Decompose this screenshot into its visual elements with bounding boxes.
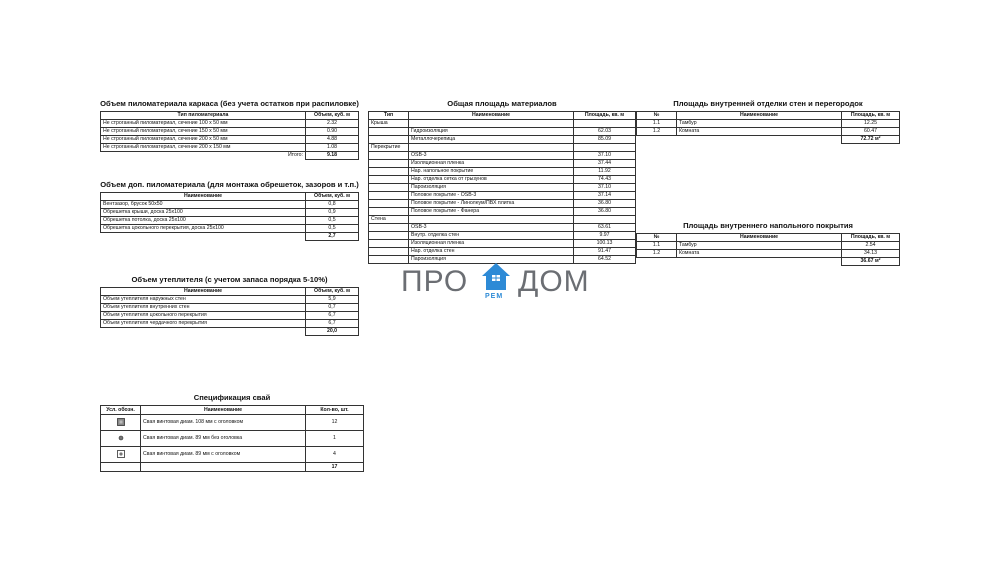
empty-cell bbox=[369, 176, 409, 184]
cell-name: Гидроизоляция bbox=[409, 128, 574, 136]
total-value: 2,7 bbox=[306, 233, 359, 241]
col-header: Кол-во, шт. bbox=[306, 406, 364, 415]
cell-name: Внутр. отделка стен bbox=[409, 232, 574, 240]
table-row bbox=[369, 192, 636, 200]
cell-qty: 4 bbox=[306, 447, 364, 463]
material-area-body bbox=[369, 120, 636, 264]
lumber-frame-volume-block bbox=[100, 99, 359, 160]
col-header: Наименование bbox=[101, 288, 306, 296]
table-row bbox=[101, 225, 359, 233]
col-header: Тип пиломатериала bbox=[101, 112, 306, 120]
empty-cell bbox=[409, 120, 574, 128]
insulation-volume-table bbox=[100, 287, 359, 336]
table-row bbox=[637, 250, 900, 258]
cell-name: Нар. отделка стен bbox=[409, 248, 574, 256]
cell-value: 0.90 bbox=[306, 128, 359, 136]
cell-name: Свая винтовая диам. 108 мм с оголовком bbox=[141, 415, 306, 431]
cell-value: 37.10 bbox=[574, 184, 636, 192]
logo-left-text: ПРО bbox=[401, 265, 469, 298]
total-row bbox=[637, 136, 900, 144]
cell-value: 0,9 bbox=[306, 209, 359, 217]
cell-value: 100.13 bbox=[574, 240, 636, 248]
empty-cell bbox=[101, 463, 141, 472]
material-area-table bbox=[368, 111, 636, 264]
col-header: Объем, куб. м bbox=[306, 112, 359, 120]
table-row bbox=[101, 304, 359, 312]
cell-name: OSB-3 bbox=[409, 152, 574, 160]
cell-value: 0,5 bbox=[306, 217, 359, 225]
empty-cell bbox=[409, 216, 574, 224]
cell-name: Обрешетка крыши, доска 25х100 bbox=[101, 209, 306, 217]
cell-value: 62.03 bbox=[574, 128, 636, 136]
empty-cell bbox=[369, 168, 409, 176]
material-area-title: Общая площадь материалов bbox=[447, 99, 557, 108]
cell-value: 5,9 bbox=[306, 296, 359, 304]
col-header: Площадь, кв. м bbox=[842, 112, 900, 120]
table-row bbox=[369, 200, 636, 208]
group-row bbox=[369, 144, 636, 152]
col-header: Тип bbox=[369, 112, 409, 120]
empty-cell bbox=[369, 152, 409, 160]
dot-pile-symbol-icon bbox=[117, 434, 125, 442]
cell-value: 85.09 bbox=[574, 136, 636, 144]
cell-value: 37.14 bbox=[574, 192, 636, 200]
lumber-frame-volume-table bbox=[100, 111, 359, 160]
cell-qty: 1 bbox=[306, 431, 364, 447]
cell-name: Комната bbox=[677, 128, 842, 136]
empty-cell bbox=[369, 232, 409, 240]
cell-name: Обрешетка потолка, доска 25х100 bbox=[101, 217, 306, 225]
floor-cover-area-title: Площадь внутреннего напольного покрытия bbox=[683, 221, 853, 230]
table-row bbox=[101, 201, 359, 209]
cell-name: Половое покрытие - Фанера bbox=[409, 208, 574, 216]
empty-cell bbox=[677, 136, 842, 144]
col-header: Усл. обозн. bbox=[101, 406, 141, 415]
cell-value: 37.10 bbox=[574, 152, 636, 160]
empty-cell bbox=[637, 136, 677, 144]
total-label: Итого: bbox=[287, 152, 303, 159]
empty-cell bbox=[369, 192, 409, 200]
cell-value: 6,7 bbox=[306, 320, 359, 328]
total-value: 72.72 м² bbox=[842, 136, 900, 144]
cell-value: 0,7 bbox=[306, 304, 359, 312]
total-row bbox=[101, 328, 359, 336]
cell-num: 1.2 bbox=[637, 128, 677, 136]
table-row bbox=[637, 128, 900, 136]
cell-name: Свая винтовая диам. 89 мм без оголовка bbox=[141, 431, 306, 447]
empty-cell bbox=[369, 240, 409, 248]
col-header: Площадь, кв. м bbox=[574, 112, 636, 120]
col-header: № bbox=[637, 234, 677, 242]
cell-name: Пароизоляция bbox=[409, 256, 574, 264]
pile-symbol-cell bbox=[101, 415, 141, 431]
total-value: 17 bbox=[306, 463, 364, 472]
cell-value: 60.47 bbox=[842, 128, 900, 136]
col-header: Площадь, кв. м bbox=[842, 234, 900, 242]
cell-name: Объем утеплителя наружных стен bbox=[101, 296, 306, 304]
cell-value: 36.80 bbox=[574, 200, 636, 208]
col-header: Наименование bbox=[101, 193, 306, 201]
total-row bbox=[101, 152, 359, 160]
cell-name: Тамбур bbox=[677, 242, 842, 250]
cell-name: Не строганный пиломатериал, сечение 200 x 50 мм bbox=[101, 136, 306, 144]
group-type: Перекрытие bbox=[369, 144, 409, 152]
cell-value: 0,8 bbox=[306, 201, 359, 209]
table-row bbox=[101, 209, 359, 217]
cell-value: 12.25 bbox=[842, 120, 900, 128]
cell-name: Не строганный пиломатериал, сечение 150 x 50 мм bbox=[101, 128, 306, 136]
table-row bbox=[101, 120, 359, 128]
table-row bbox=[101, 415, 364, 431]
floor-cover-area-table bbox=[636, 233, 900, 266]
material-area-block bbox=[368, 99, 636, 264]
empty-cell bbox=[637, 258, 677, 266]
empty-cell bbox=[369, 160, 409, 168]
cell-name: Половое покрытие - OSB-3 bbox=[409, 192, 574, 200]
cell-value: 1.08 bbox=[306, 144, 359, 152]
cell-num: 1.1 bbox=[637, 242, 677, 250]
cell-name: Комната bbox=[677, 250, 842, 258]
col-header: Наименование bbox=[677, 112, 842, 120]
empty-cell bbox=[677, 258, 842, 266]
table-row bbox=[369, 160, 636, 168]
floor-cover-area-block bbox=[636, 221, 900, 266]
cell-name: Объем утеплителя внутренних стен bbox=[101, 304, 306, 312]
pro-dom-logo bbox=[401, 265, 601, 305]
empty-cell bbox=[369, 128, 409, 136]
pile-spec-title: Спецификация свай bbox=[193, 393, 271, 402]
table-row bbox=[101, 312, 359, 320]
table-row bbox=[101, 320, 359, 328]
total-value: 36.67 м² bbox=[842, 258, 900, 266]
col-header: Наименование bbox=[677, 234, 842, 242]
group-row bbox=[369, 120, 636, 128]
logo-badge-text: РЕМ bbox=[485, 293, 504, 300]
cell-name: Объем утеплителя цокольного перекрытия bbox=[101, 312, 306, 320]
cell-value: 2.32 bbox=[306, 120, 359, 128]
table-row bbox=[101, 128, 359, 136]
col-header: Наименование bbox=[141, 406, 306, 415]
table-row bbox=[101, 447, 364, 463]
cell-num: 1.2 bbox=[637, 250, 677, 258]
pile-spec-block bbox=[100, 393, 364, 472]
cell-name: Обрешетка цокольного перекрытия, доска 25х100 bbox=[101, 225, 306, 233]
empty-cell bbox=[369, 136, 409, 144]
total-row bbox=[637, 258, 900, 266]
extra-lumber-volume-title: Объем доп. пиломатериала (для монтажа обрешеток, зазоров и т.п.) bbox=[100, 180, 359, 189]
cell-value: 74.43 bbox=[574, 176, 636, 184]
cell-value: 37.44 bbox=[574, 160, 636, 168]
pile-spec-table bbox=[100, 405, 364, 472]
empty-cell bbox=[574, 144, 636, 152]
table-row bbox=[101, 136, 359, 144]
cell-value: 4.88 bbox=[306, 136, 359, 144]
square-pile-symbol-icon bbox=[117, 418, 125, 426]
cell-num: 1.1 bbox=[637, 120, 677, 128]
table-row bbox=[369, 128, 636, 136]
table-row bbox=[369, 240, 636, 248]
table-row bbox=[101, 296, 359, 304]
cell-value: 0,5 bbox=[306, 225, 359, 233]
insulation-volume-title: Объем утеплителя (с учетом запаса порядка 5-10%) bbox=[131, 275, 328, 284]
cell-value: 64.52 bbox=[574, 256, 636, 264]
cell-name: Металлочерепица bbox=[409, 136, 574, 144]
logo-right-text: ДОМ bbox=[518, 265, 590, 298]
cell-name: Вентзазор, брусок 50х50 bbox=[101, 201, 306, 209]
cell-name: Не строганный пиломатериал, сечение 200 x 150 мм bbox=[101, 144, 306, 152]
table-row bbox=[101, 144, 359, 152]
empty-cell bbox=[369, 200, 409, 208]
cell-value: 9.97 bbox=[574, 232, 636, 240]
cell-name: Половое покрытие - Линолеум/ПВХ плитка bbox=[409, 200, 574, 208]
cell-value: 36.80 bbox=[574, 208, 636, 216]
wall-finish-area-table bbox=[636, 111, 900, 144]
cell-name: Пароизоляция bbox=[409, 184, 574, 192]
cell-name: Нар. отделка сетка от грызунов bbox=[409, 176, 574, 184]
wall-finish-area-title: Площадь внутренней отделки стен и перегородок bbox=[673, 99, 863, 108]
cell-name: Изоляционная пленка bbox=[409, 160, 574, 168]
cell-value: 63.61 bbox=[574, 224, 636, 232]
empty-cell bbox=[369, 256, 409, 264]
cell-name: Тамбур bbox=[677, 120, 842, 128]
table-row bbox=[637, 242, 900, 250]
cell-name: Свая винтовая диам. 89 мм с оголовком bbox=[141, 447, 306, 463]
col-header: № bbox=[637, 112, 677, 120]
empty-cell bbox=[141, 463, 306, 472]
cell-name: Не строганный пиломатериал, сечение 100 x 50 мм bbox=[101, 120, 306, 128]
table-row bbox=[369, 248, 636, 256]
table-row bbox=[369, 152, 636, 160]
empty-cell bbox=[574, 120, 636, 128]
group-row bbox=[369, 216, 636, 224]
empty-cell bbox=[574, 216, 636, 224]
wall-finish-area-block bbox=[636, 99, 900, 144]
cell-value: 34.13 bbox=[842, 250, 900, 258]
cell-value: 91.47 bbox=[574, 248, 636, 256]
total-value: 9.18 bbox=[306, 152, 359, 160]
table-row bbox=[101, 431, 364, 447]
table-row bbox=[369, 184, 636, 192]
empty-cell bbox=[409, 144, 574, 152]
framed-pile-symbol-icon bbox=[117, 450, 125, 458]
table-row bbox=[369, 176, 636, 184]
pile-symbol-cell bbox=[101, 431, 141, 447]
cell-name: Изоляционная пленка bbox=[409, 240, 574, 248]
empty-cell bbox=[369, 208, 409, 216]
total-row bbox=[101, 233, 359, 241]
insulation-volume-block bbox=[100, 275, 359, 336]
table-row bbox=[369, 232, 636, 240]
table-row bbox=[369, 168, 636, 176]
cell-name: Объем утеплителя чердачного перекрытия bbox=[101, 320, 306, 328]
cell-value: 11.92 bbox=[574, 168, 636, 176]
empty-cell bbox=[369, 184, 409, 192]
empty-cell bbox=[369, 224, 409, 232]
pile-symbol-cell bbox=[101, 447, 141, 463]
table-row bbox=[101, 217, 359, 225]
table-row bbox=[369, 224, 636, 232]
extra-lumber-volume-block bbox=[100, 180, 359, 241]
empty-cell bbox=[101, 233, 306, 241]
table-row bbox=[637, 120, 900, 128]
empty-cell bbox=[101, 328, 306, 336]
col-header: Объем, куб. м bbox=[306, 193, 359, 201]
col-header: Объем, куб. м bbox=[306, 288, 359, 296]
cell-value: 6,7 bbox=[306, 312, 359, 320]
cell-name: OSB-3 bbox=[409, 224, 574, 232]
group-type: Крыша bbox=[369, 120, 409, 128]
col-header: Наименование bbox=[409, 112, 574, 120]
total-value: 20,0 bbox=[306, 328, 359, 336]
cell-name: Нар. напольное покрытие bbox=[409, 168, 574, 176]
cell-qty: 12 bbox=[306, 415, 364, 431]
group-type: Стена bbox=[369, 216, 409, 224]
table-row bbox=[369, 208, 636, 216]
table-row bbox=[369, 136, 636, 144]
cell-value: 2.54 bbox=[842, 242, 900, 250]
total-row bbox=[101, 463, 364, 472]
lumber-frame-volume-title: Объем пиломатериала каркаса (без учета остатков при распиловке) bbox=[100, 99, 359, 108]
empty-cell bbox=[369, 248, 409, 256]
extra-lumber-volume-table bbox=[100, 192, 359, 241]
